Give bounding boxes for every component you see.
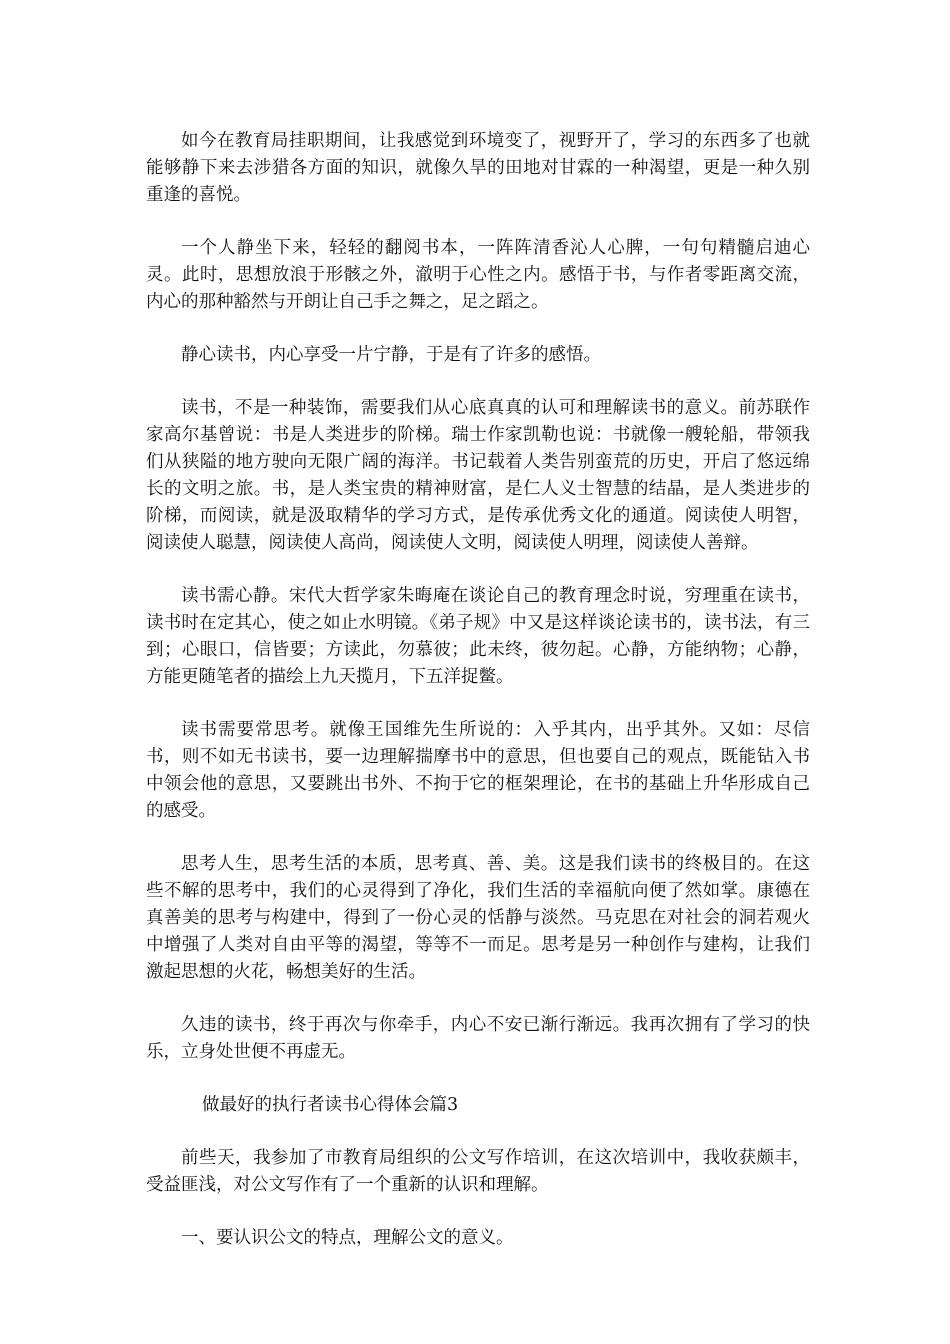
document-page <box>146 128 810 1278</box>
paragraph-8: 久违的读书，终于再次与你牵手，内心不安已渐行渐远。我再次拥有了学习的快乐，立身处世便不再虚无。 <box>146 1015 810 1062</box>
paragraph-1: 如今在教育局挂职期间，让我感觉到环境变了，视野开了，学习的东西多了也就能够静下来去涉猎各方面的知识，就像久旱的田地对甘霖的一种渴望，更是一种久别重逢的喜悦。 <box>146 131 810 205</box>
section-paragraph-1: 前些天，我参加了市教育局组织的公文写作培训，在这次培训中，我收获颇丰，受益匪浅，对公文写作有了一个重新的认识和理解。 <box>146 1148 810 1195</box>
paragraph-7: 思考人生，思考生活的本质，思考真、善、美。这是我们读书的终极目的。在这些不解的思考中，我们的心灵得到了净化，我们生活的幸福航向便了然如掌。康德在真善美的思考与构建中，得到了一份心灵的恬静与淡然。马克思在对社会的洞若观火中增强了人类对自由平等的渴望，等等不一而足。思考是另一种创作与建构，让我们激起思想的火花，畅想美好的生活。 <box>146 854 810 982</box>
paragraph-5: 读书需心静。宋代大哲学家朱晦庵在谈论自己的教育理念时说，穷理重在读书，读书时在定其心，使之如止水明镜。《弟子规》中又是这样谈论读书的，读书法，有三到；心眼口，信皆要；方读此，勿慕彼；此未终，彼勿起。心静，方能纳物；心静，方能更随笔者的描绘上九天揽月，下五洋捉鳖。 <box>146 586 810 687</box>
section-heading: 做最好的执行者读书心得体会篇3 <box>202 1095 459 1115</box>
paragraph-4: 读书，不是一种装饰，需要我们从心底真真的认可和理解读书的意义。前苏联作家高尔基曾说：书是人类进步的阶梯。瑞士作家凯勒也说：书就像一艘轮船，带领我们从狭隘的地方驶向无限广阔的海洋。书记载着人类告别蛮荒的历史，开启了悠远绵长的文明之旅。书，是人类宝贵的精神财富，是仁人义士智慧的结晶，是人类进步的阶梯，而阅读，就是汲取精华的学习方式，是传承优秀文化的通道。阅读使人明智，阅读使人聪慧，阅读使人高尚，阅读使人文明，阅读使人明理，阅读使人善辩。 <box>146 398 810 553</box>
section-paragraph-2: 一、要认识公文的特点，理解公文的意义。 <box>181 1228 514 1248</box>
paragraph-2: 一个人静坐下来，轻轻的翻阅书本，一阵阵清香沁人心脾，一句句精髓启迪心灵。此时，思想放浪于形骸之外，澈明于心性之内。感悟于书，与作者零距离交流，内心的那种豁然与开朗让自己手之舞之，足之蹈之。 <box>146 238 810 312</box>
paragraph-3: 静心读书，内心享受一片宁静，于是有了许多的感悟。 <box>181 345 601 365</box>
paragraph-6: 读书需要常思考。就像王国维先生所说的：入乎其内，出乎其外。又如：尽信书，则不如无书读书，要一边理解揣摩书中的意思，但也要自己的观点，既能钻入书中领会他的意思，又要跳出书外、不拘于它的框架理论，在书的基础上升华形成自己的感受。 <box>146 720 810 821</box>
